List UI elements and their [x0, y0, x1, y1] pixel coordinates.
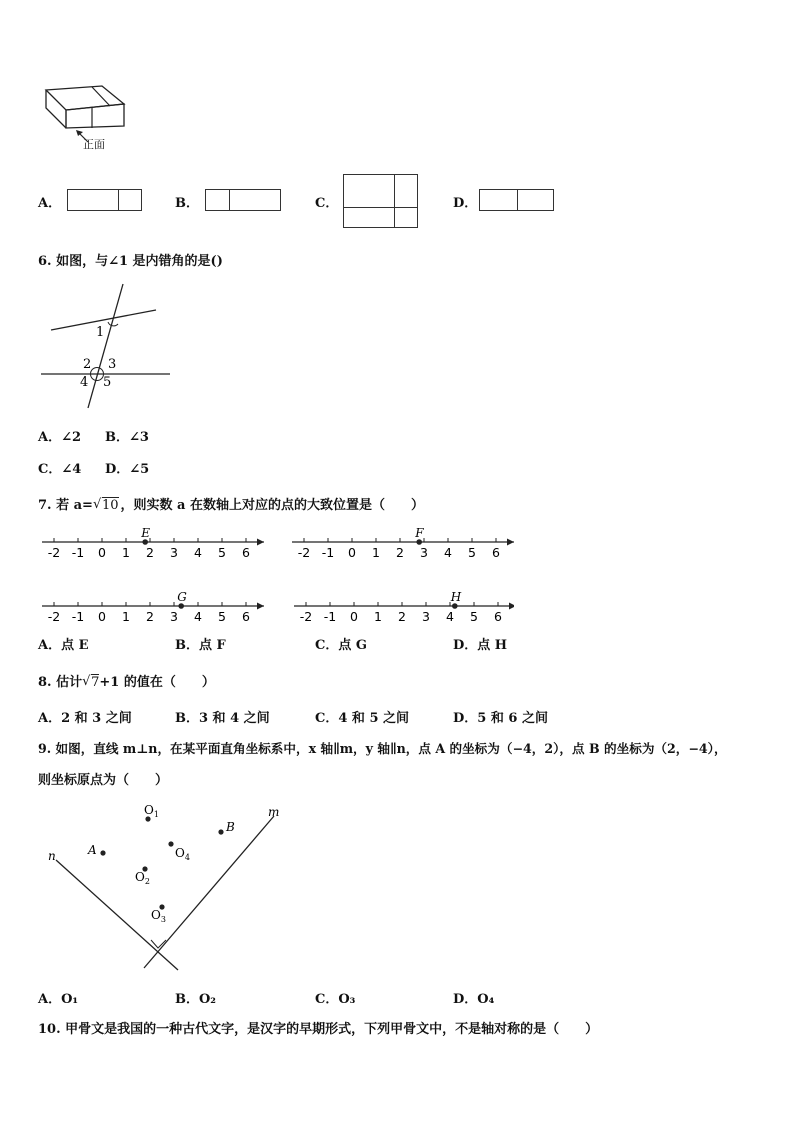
point-o1: [145, 816, 150, 821]
q7-sqrt: √ 10: [92, 497, 119, 513]
number-line-tick-label: -2: [47, 545, 61, 560]
q6-figure: [36, 282, 176, 412]
angle-label-1: 1: [96, 325, 105, 340]
point-b: [218, 829, 223, 834]
q9-stem-line1: 9. 如图，直线 m⊥n，在某平面直角坐标系中，x 轴∥m，y 轴∥n，点 A 的坐标为（−4，2），点 B 的坐标为（2，−4），: [38, 741, 727, 756]
number-line-tick-label: 0: [98, 609, 106, 624]
q6-option-a[interactable]: A．∠2: [38, 430, 82, 445]
q8-option-a[interactable]: A．2 和 3 之间: [38, 711, 132, 726]
number-line-tick-label: 2: [146, 545, 154, 560]
number-line-tick-label: -1: [71, 545, 85, 560]
number-line-arrow-1: [257, 539, 264, 546]
q8-option-c[interactable]: C．4 和 5 之间: [315, 711, 410, 726]
angle-label-2: 2: [83, 357, 92, 372]
number-line-tick-label: 5: [470, 609, 478, 624]
label-n: n: [48, 849, 56, 863]
number-line-tick-label: 4: [194, 545, 202, 560]
point-f: [416, 539, 422, 545]
q5-option-a-figure: [67, 189, 142, 211]
q9-figure: [36, 800, 296, 980]
q5-option-c-figure: [343, 174, 418, 228]
point-label-h: H: [450, 590, 462, 604]
q9-option-c[interactable]: C．O₃: [315, 992, 356, 1007]
number-line-tick-label: 3: [420, 545, 428, 560]
number-line-tick-label: -2: [47, 609, 61, 624]
q7-stem-pre: 7. 若 a=: [38, 498, 93, 513]
number-line-tick-label: 5: [218, 609, 226, 624]
q8-stem-post: +1 的值在（ ）: [99, 675, 215, 690]
number-line-tick-label: 2: [398, 609, 406, 624]
label-o2: $O_2$: [135, 870, 150, 886]
q7-number-lines: [34, 520, 514, 630]
number-line-tick-label: 5: [468, 545, 476, 560]
q7-radicand: 10: [101, 498, 119, 513]
q6-option-c[interactable]: C．∠4: [38, 462, 82, 477]
number-line-tick-label: 6: [494, 609, 502, 624]
q6-option-d[interactable]: D．∠5: [105, 462, 150, 477]
number-line-tick-label: 4: [446, 609, 454, 624]
number-line-arrow-4: [509, 603, 514, 610]
q8-stem-pre: 8. 估计: [38, 675, 83, 690]
number-line-tick-label: 6: [492, 545, 500, 560]
point-label-f: F: [415, 526, 424, 540]
point-h: [452, 603, 458, 609]
q8-option-d[interactable]: D．5 和 6 之间: [453, 711, 548, 726]
angle-label-3: 3: [108, 357, 117, 372]
point-label-g: G: [177, 590, 187, 604]
label-o3: $O_3$: [151, 908, 166, 924]
number-line-tick-label: 6: [242, 609, 250, 624]
label-o4: $O_4$: [175, 846, 190, 862]
label-o1: $O_1$: [144, 803, 159, 819]
q5-option-b[interactable]: B．: [175, 196, 199, 211]
label-m: m: [268, 805, 280, 819]
point-o4: [168, 841, 173, 846]
front-label: 正面: [83, 138, 105, 151]
q8-radicand: 7: [91, 675, 100, 690]
number-line-tick-label: -2: [297, 545, 311, 560]
q7-option-d[interactable]: D．点 H: [453, 638, 508, 653]
q8-option-b[interactable]: B．3 和 4 之间: [175, 711, 270, 726]
q7-option-a[interactable]: A．点 E: [38, 638, 89, 653]
number-line-tick-label: -1: [71, 609, 85, 624]
label-a: A: [88, 843, 97, 857]
q8-stem: [38, 671, 215, 690]
q9-option-d[interactable]: D．O₄: [453, 992, 495, 1007]
number-line-tick-label: 3: [170, 609, 178, 624]
q7-option-c[interactable]: C．点 G: [315, 638, 367, 653]
number-line-tick-label: 2: [396, 545, 404, 560]
number-line-tick-label: 1: [374, 609, 382, 624]
number-line-tick-label: 4: [194, 609, 202, 624]
label-b: B: [226, 820, 235, 834]
number-line-tick-label: 0: [350, 609, 358, 624]
q9-option-b[interactable]: B．O₂: [175, 992, 217, 1007]
q9-option-a[interactable]: A．O₁: [38, 992, 79, 1007]
number-line-tick-label: 3: [170, 545, 178, 560]
number-line-tick-label: 4: [444, 545, 452, 560]
point-e: [142, 539, 148, 545]
number-line-tick-label: -2: [299, 609, 313, 624]
number-line-arrow-2: [507, 539, 514, 546]
q9-stem-line2: 则坐标原点为（ ）: [38, 773, 169, 788]
q6-option-b[interactable]: B．∠3: [105, 430, 149, 445]
q7-option-b[interactable]: B．点 F: [175, 638, 226, 653]
number-line-tick-label: 1: [372, 545, 380, 560]
number-line-tick-label: -1: [321, 545, 335, 560]
q8-sqrt: √ 7: [82, 674, 100, 690]
number-line-tick-label: 2: [146, 609, 154, 624]
angle-label-4: 4: [80, 375, 89, 390]
number-line-tick-label: -1: [323, 609, 337, 624]
number-line-tick-label: 1: [122, 545, 130, 560]
q5-option-b-figure: [205, 189, 281, 211]
q5-option-c[interactable]: C．: [315, 196, 339, 211]
q10-stem: 10. 甲骨文是我国的一种古代文字，是汉字的早期形式，下列甲骨文中，不是轴对称的是（ ）: [38, 1022, 599, 1037]
q5-option-d-figure: [479, 189, 554, 211]
angle-label-5: 5: [103, 375, 112, 390]
number-line-arrow-3: [257, 603, 264, 610]
q6-stem: 6. 如图，与∠1 是内错角的是(): [38, 254, 223, 269]
q5-option-a[interactable]: A．: [38, 196, 62, 211]
point-a: [100, 850, 105, 855]
q7-stem: [38, 494, 424, 513]
number-line-tick-label: 0: [348, 545, 356, 560]
line-m: [144, 816, 274, 968]
q7-stem-post: ，则实数 a 在数轴上对应的点的大致位置是（ ）: [120, 498, 424, 513]
number-line-tick-label: 6: [242, 545, 250, 560]
point-g: [178, 603, 184, 609]
number-line-tick-label: 1: [122, 609, 130, 624]
q5-option-d[interactable]: D．: [453, 196, 478, 211]
point-label-e: E: [141, 526, 150, 540]
number-line-tick-label: 3: [422, 609, 430, 624]
number-line-tick-label: 0: [98, 545, 106, 560]
number-line-tick-label: 5: [218, 545, 226, 560]
